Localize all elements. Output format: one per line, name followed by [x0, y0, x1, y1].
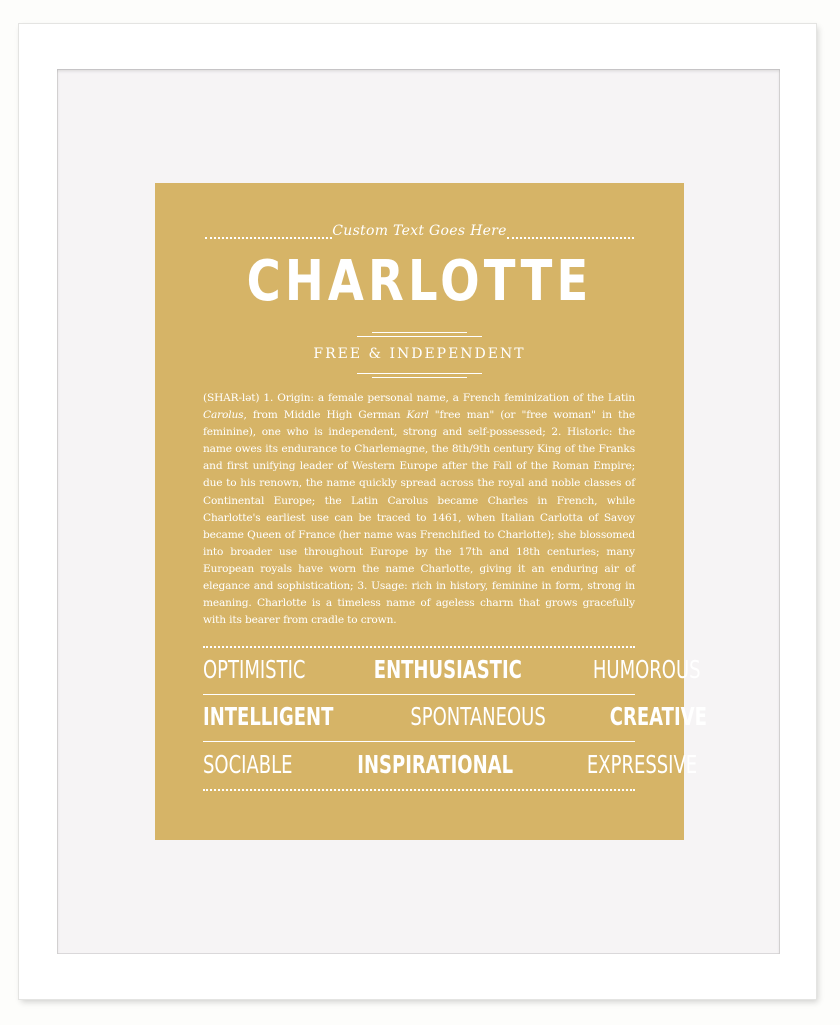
row-divider: [203, 741, 635, 742]
divider-line: [357, 373, 482, 374]
trait-word: OPTIMISTIC: [203, 655, 306, 684]
trait-word: HUMOROUS: [592, 655, 701, 684]
traits-row: [203, 750, 697, 779]
custom-text: Custom Text Goes Here: [332, 223, 507, 239]
decorative-dotted-line: [203, 789, 635, 791]
picture-frame: [19, 24, 816, 999]
definition-text: , from Middle High German: [243, 409, 407, 422]
decorative-dotted-line: [203, 646, 635, 648]
divider-line: [372, 377, 467, 378]
name-print: [155, 183, 708, 840]
traits-row: [203, 655, 701, 684]
definition-german-word: Karl: [406, 409, 429, 422]
definition-latin-word: Carolus: [203, 409, 244, 422]
trait-word: SPONTANEOUS: [410, 702, 546, 731]
tagline: FREE & INDEPENDENT: [313, 346, 526, 362]
trait-word: CREATIVE: [609, 702, 708, 731]
trait-word: SOCIABLE: [203, 750, 293, 779]
trait-word: INSPIRATIONAL: [357, 750, 514, 779]
trait-word: ENTHUSIASTIC: [374, 655, 523, 684]
decorative-dotted-line-right: [507, 237, 634, 239]
trait-word: INTELLIGENT: [203, 702, 334, 731]
traits-row: [203, 702, 708, 731]
divider-line: [372, 332, 467, 333]
divider-line: [357, 336, 482, 337]
definition-text: "free man" (or "free woman" in the feminine), one who is independent, strong and self-possessed; 2. Historic: the name owes its endurance to Charlemagne, the 8th/9th century King of the Franks and first unifying leader of Western Europe after the Fall of the Roman Empire; due to his renown, the name quickly spread across the royal and noble classes of Continental Europe; the Latin Carolus became Charles in French, while Charlotte's earliest use can be traced to 1461, when Italian Carlotta of Savoy became Queen of France (her name was Frenchified to Charlotte); she blossomed into broader use throughout Europe by the 17th and 18th centuries; many European royals have worn the name Charlotte, giving it an enduring air of elegance and sophistication; 3. Usage: rich in history, feminine in form, strong in meaning. Charlotte is a timeless name of ageless charm that grows gracefully with its bearer from cradle to crown.: [203, 409, 635, 627]
name-definition: [203, 390, 635, 629]
definition-text: (SHAR-lət) 1. Origin: a female personal name, a French feminization of the Latin: [203, 392, 635, 404]
name-title: CHARLOTTE: [246, 249, 593, 314]
trait-word: EXPRESSIVE: [586, 750, 697, 779]
row-divider: [203, 694, 635, 695]
mat-board: [57, 69, 780, 954]
